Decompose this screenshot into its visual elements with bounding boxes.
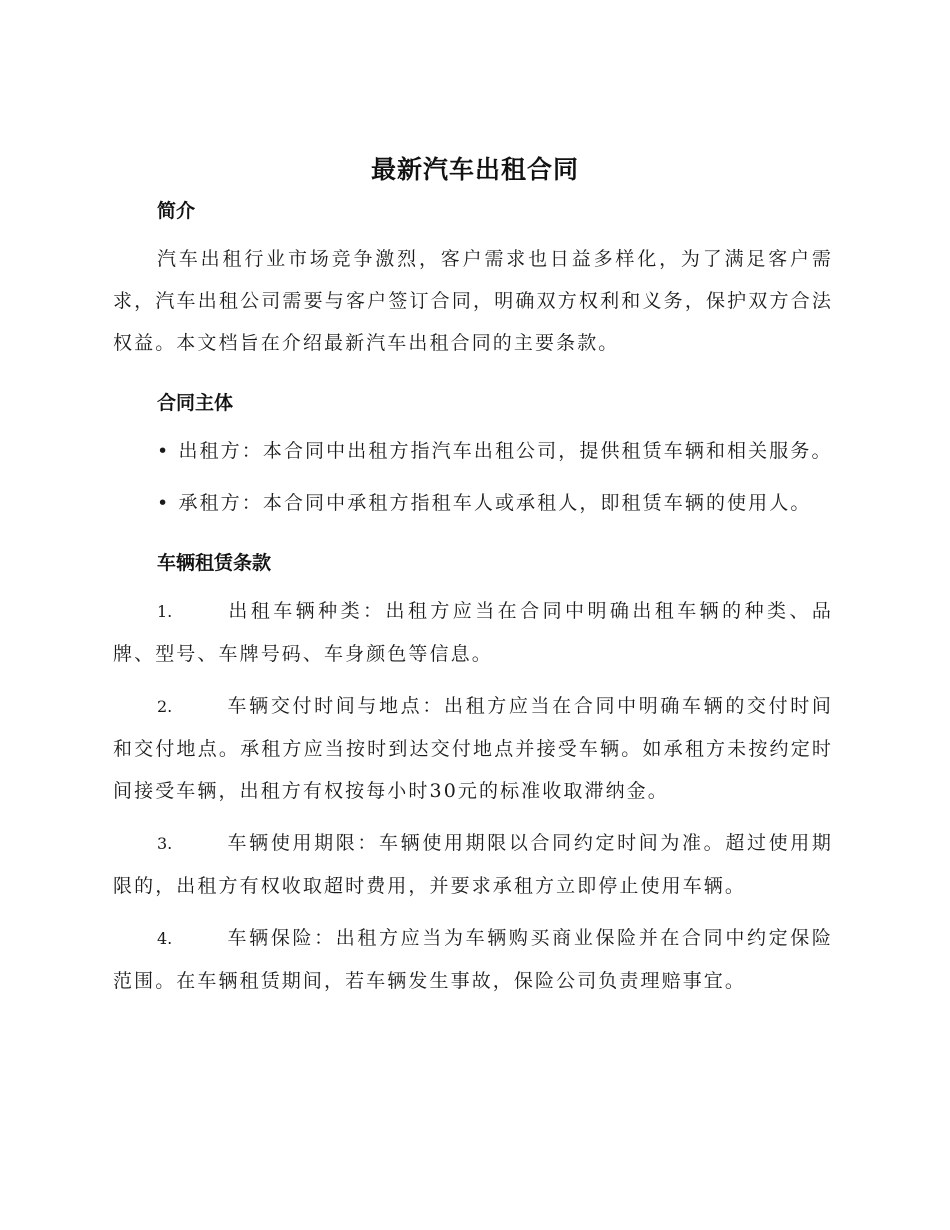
term-item: [113, 917, 833, 1002]
party-item-lessee: • 承租方：本合同中承租方指租车人或承租人，即租赁车辆的使用人。: [157, 492, 812, 514]
section-heading-parties: 合同主体: [157, 392, 234, 414]
term-text: 车辆交付时间与地点：出租方应当在合同中明确车辆的交付时间和交付地点。承租方应当按时到达交付地点并接受车辆。如承租方未按约定时间接受车辆，出租方有权按每小时30元的标准收取滞纳金。: [113, 695, 833, 802]
document-body: [113, 194, 833, 1002]
intro-paragraph: 汽车出租行业市场竞争激烈，客户需求也日益多样化，为了满足客户需求，汽车出租公司需要与客户签订合同，明确双方权利和义务，保护双方合法权益。本文档旨在介绍最新汽车出租合同的主要条款。: [113, 248, 833, 354]
term-number: 4.: [157, 929, 173, 948]
term-item: [113, 822, 833, 907]
term-number: 1.: [157, 602, 173, 621]
section-heading-terms: 车辆租赁条款: [157, 552, 272, 574]
term-item: [113, 685, 833, 812]
term-number: 2.: [157, 697, 173, 716]
term-text: 车辆使用期限：车辆使用期限以合同约定时间为准。超过使用期限的，出租方有权收取超时费用，并要求承租方立即停止使用车辆。: [113, 832, 833, 897]
party-item-lessor: • 出租方：本合同中出租方指汽车出租公司，提供租赁车辆和相关服务。: [157, 440, 833, 462]
term-number: 3.: [157, 834, 173, 853]
section-heading-intro: 简介: [157, 200, 196, 222]
term-item: [113, 590, 833, 675]
term-text: 车辆保险：出租方应当为车辆购买商业保险并在合同中约定保险范围。在车辆租赁期间，若车辆发生事故，保险公司负责理赔事宜。: [113, 927, 833, 992]
term-text: 出租车辆种类：出租方应当在合同中明确出租车辆的种类、品牌、型号、车牌号码、车身颜色等信息。: [113, 600, 833, 665]
document-title: 最新汽车出租合同: [370, 155, 579, 184]
